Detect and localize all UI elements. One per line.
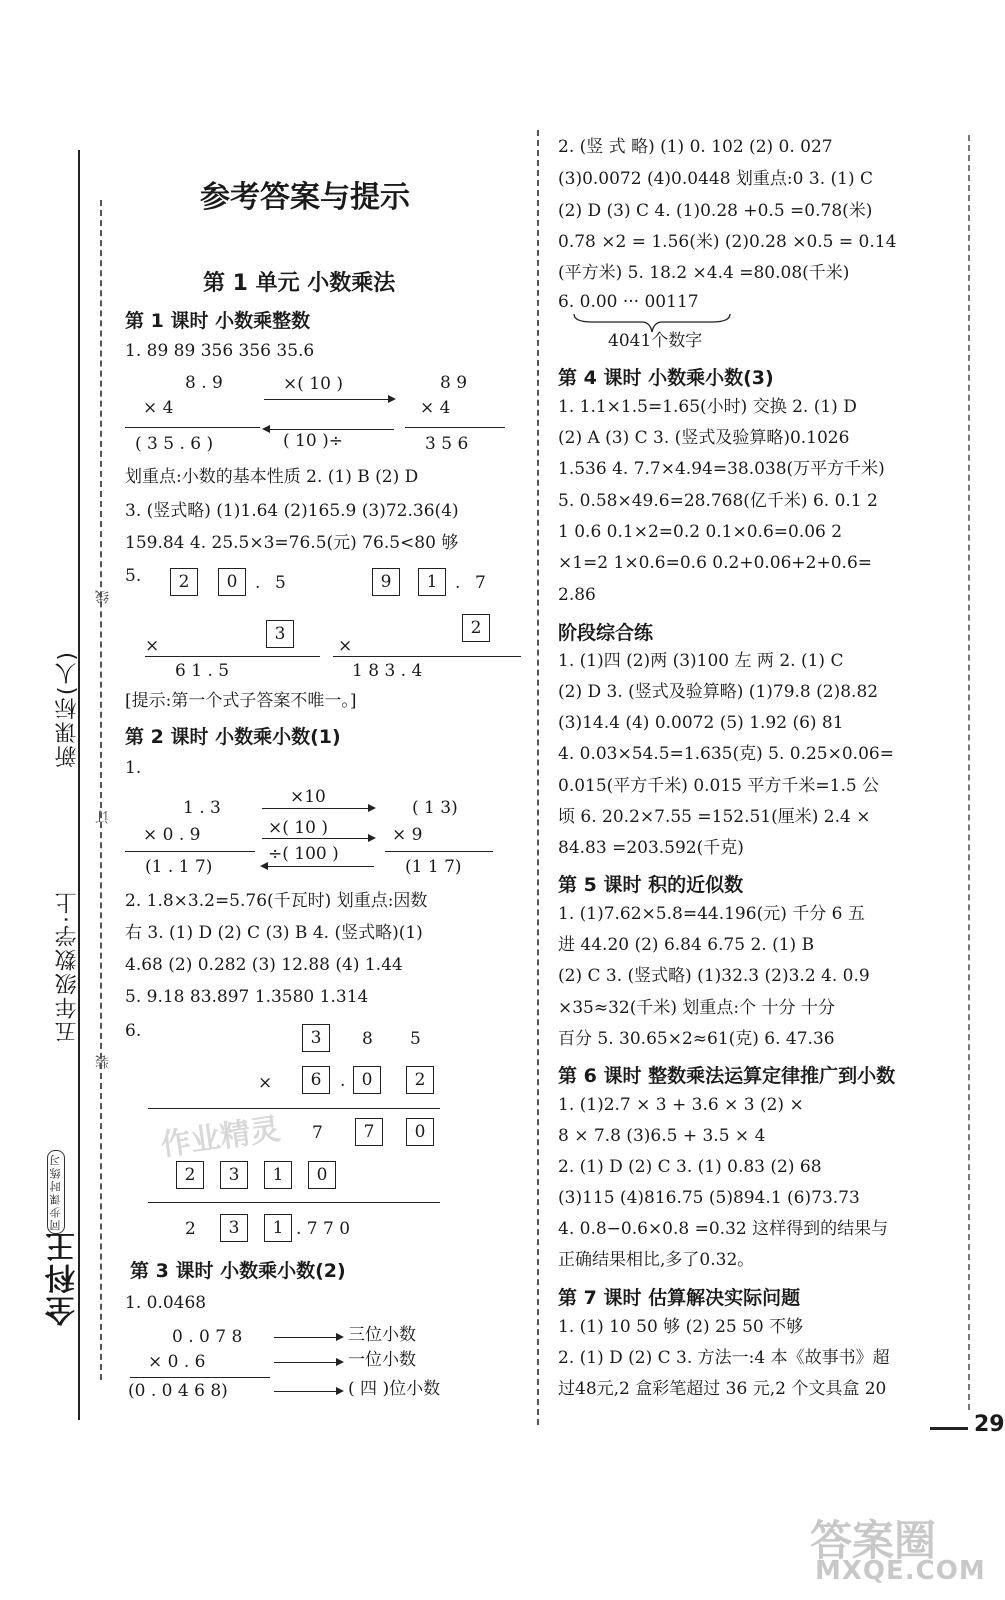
calc-text: 2 [185,1219,196,1239]
answer-line: 过48元,2 盒彩笔超过 36 元,2 个文具盒 20 [558,1379,887,1399]
answer-line: 1.536 4. 7.7×4.94=38.038(万平方千米) [558,459,885,479]
answer-line: 1. (1)2.7 × 3 + 3.6 × 3 (2) × [558,1095,804,1115]
calc-text: × 0 . 6 [148,1352,206,1372]
calc-rule [125,851,255,852]
calc-text: 8 9 [440,373,468,393]
arrow-right [274,1362,342,1363]
watermark: 作业精灵 [158,1111,283,1164]
answer-line: 6. 0.00 ··· 00117 [558,292,699,312]
answer-line: 1. 1.1×1.5=1.65(小时) 交换 2. (1) D [558,397,857,417]
calc-text: ( 1 3) [412,798,458,818]
answer-line: 4. 0.8−0.6×0.8 =0.32 这样得到的结果与 [558,1219,889,1239]
answer-line: (2) D (3) C 4. (1)0.28 +0.5 =0.78(米) [558,201,873,221]
cut-line [100,200,102,1380]
calc-text: ×10 [290,787,326,807]
calc-text: × 9 [392,825,423,845]
answer-line: 2.86 [558,585,596,605]
calc-rule [130,1377,270,1378]
answer-line: 84.83 =203.592(千克) [558,838,744,858]
answer-box: 3 [220,1214,248,1242]
answer-line: 2. (1) D (2) C 3. 方法一:4 本《故事书》超 [558,1348,890,1368]
watermark-logo: 答案圈 [810,1516,937,1565]
answer-line: 进 44.20 (2) 6.84 6.75 2. (1) B [558,935,815,955]
page-number-rule [930,1427,968,1430]
calc-rule [385,851,493,852]
calc-rule [145,656,320,657]
calc-text: . [255,573,261,593]
calc-label: 三位小数 [348,1325,416,1345]
answer-line: (3)14.4 (4) 0.0072 (5) 1.92 (6) 81 [558,713,844,733]
answer-line: 0.78 ×2 = 1.56(米) (2)0.28 ×0.5 = 0.14 [558,232,897,252]
answer-box: 2 [406,1066,434,1094]
calc-text: 7 [475,573,486,593]
spine-edition: 新课标(人) [55,650,80,768]
answer-box: 1 [418,568,446,596]
answer-line: (3)115 (4)816.75 (5)894.1 (6)73.73 [558,1188,860,1208]
answer-line: 百分 5. 30.65×2≈61(克) 6. 47.36 [558,1029,835,1049]
spine-brand: 全科王 [46,1230,81,1326]
answer-line: (2) D 3. (竖式及验算略) (1)79.8 (2)8.82 [558,682,879,702]
answer-line: 1. (1) 10 50 够 (2) 25 50 不够 [558,1317,804,1337]
answer-line: (平方米) 5. 18.2 ×4.4 =80.08(千米) [558,263,850,283]
calc-text: 5 [410,1029,421,1049]
calc-rule [148,1202,440,1203]
answer-line: (2) A (3) C 3. (竖式及验算略)0.1026 [558,428,850,448]
column-divider [537,130,539,1425]
calc-text: ×( 10 ) [283,374,343,394]
answer-line: 1. (1)四 (2)两 (3)100 左 两 2. (1) C [558,651,844,671]
answer-line: 4. 0.03×54.5=1.635(克) 5. 0.25×0.06= [558,744,894,764]
answer-line: 划重点:小数的基本性质 2. (1) B (2) D [125,467,419,487]
calc-text: . [340,1071,346,1091]
calc-text: 8 [362,1029,373,1049]
answer-line: ×35≈32(千米) 划重点:个 十分 十分 [558,998,835,1018]
calc-text: × 4 [143,398,174,418]
question-number: 5. [125,566,142,586]
cut-mark-3: 装 [95,1055,111,1069]
answer-line: 1. 0.0468 [125,1293,207,1313]
calc-text: 6 1 . 5 [175,661,230,681]
page-number: 29 [974,1412,1005,1437]
lesson-5-heading: 第 5 课时 积的近似数 [558,874,744,896]
calc-text: 0 . 0 7 8 [172,1327,243,1347]
calc-text: 8 . 9 [185,373,223,393]
lesson-3-heading: 第 3 课时 小数乘小数(2) [130,1260,346,1282]
answer-box: 9 [372,568,400,596]
calc-text: (0 . 0 4 6 8) [128,1381,228,1401]
answer-line: (2) C 3. (竖式略) (1)32.3 (2)3.2 4. 0.9 [558,966,870,986]
calc-text: ( 10 )÷ [283,431,343,451]
answer-line: 3. (竖式略) (1)1.64 (2)165.9 (3)72.36(4) [125,501,459,521]
answer-line: 1. (1)7.62×5.8=44.196(元) 千分 6 五 [558,904,865,924]
lesson-7-heading: 第 7 课时 估算解决实际问题 [558,1287,801,1309]
calc-text: ÷( 100 ) [268,844,339,864]
calc-text: × [145,636,160,656]
calc-rule [405,427,505,428]
lesson-2-heading: 第 2 课时 小数乘小数(1) [125,726,341,748]
lesson-1-heading: 第 1 课时 小数乘整数 [125,310,311,332]
answer-line: 1 0.6 0.1×2=0.2 0.1×0.6=0.06 2 [558,522,843,542]
calc-text: × [258,1073,273,1093]
answer-box: 0 [308,1161,336,1189]
calc-text: 5 [275,573,286,593]
answer-box: 0 [218,568,246,596]
arrow-right [262,838,374,839]
answer-box: 2 [176,1161,204,1189]
answer-line: 159.84 4. 25.5×3=76.5(元) 76.5<80 够 [125,533,459,553]
brace-label: 4041个数字 [608,331,703,351]
answer-line: 2. (竖 式 略) (1) 0. 102 (2) 0. 027 [558,137,833,157]
answer-line: 5. 9.18 83.897 1.3580 1.314 [125,987,369,1007]
answer-line: 8 × 7.8 (3)6.5 + 3.5 × 4 [558,1126,766,1146]
answer-line: 2. 1.8×3.2=5.76(千瓦时) 划重点:因数 [125,891,428,911]
arrow-right [274,1391,342,1392]
calc-text: × 4 [420,398,451,418]
book-spine [0,0,118,1600]
calc-text: 3 5 6 [425,434,469,454]
answer-box: 3 [220,1161,248,1189]
answer-box: 3 [302,1024,330,1052]
calc-text: × [338,636,353,656]
right-edge-line [968,135,970,1410]
question-number: 1. [125,758,142,778]
answer-box: 0 [353,1066,381,1094]
answer-line: (3)0.0072 (4)0.0448 划重点:0 3. (1) C [558,169,873,189]
answer-box: 1 [264,1214,292,1242]
answer-line: 2. (1) D (2) C 3. (1) 0.83 (2) 68 [558,1157,822,1177]
answer-line: 右 3. (1) D (2) C (3) B 4. (竖式略)(1) [125,923,423,943]
calc-rule [148,1108,440,1109]
calc-text: (1 . 1 7) [145,857,213,877]
hint-text: [提示:第一个式子答案不唯一。] [125,691,357,711]
question-number: 6. [125,1021,142,1041]
page-title: 参考答案与提示 [200,180,410,215]
answer-box: 2 [462,614,490,642]
calc-text: × 0 . 9 [143,825,201,845]
answer-box: 1 [264,1161,292,1189]
calc-rule [125,427,260,428]
answer-line: 5. 0.58×49.6=28.768(亿千米) 6. 0.1 2 [558,491,878,511]
calc-text: 1 8 3 . 4 [352,661,423,681]
calc-text: (1 1 7) [405,857,462,877]
answer-line: 正确结果相比,多了0.32。 [558,1250,755,1270]
calc-label: ( 四 )位小数 [348,1379,441,1399]
spine-brand-sub: 同步课时练习 [47,1150,65,1234]
calc-label: 一位小数 [348,1350,416,1370]
stage-heading: 阶段综合练 [558,622,654,644]
calc-text: 7 [312,1123,323,1143]
lesson-6-heading: 第 6 课时 整数乘法运算定律推广到小数 [558,1065,896,1087]
arrow-right [264,399,394,400]
answer-line: 4.68 (2) 0.282 (3) 12.88 (4) 1.44 [125,955,403,975]
answer-box: 2 [170,568,198,596]
arrow-left [262,866,374,867]
calc-text: . [455,573,461,593]
arrow-right [262,808,374,809]
answer-box: 7 [355,1118,383,1146]
calc-text: ×( 10 ) [268,818,328,838]
answer-box: 3 [266,620,294,648]
calc-rule [333,656,521,657]
arrow-right [274,1337,342,1338]
cut-mark-1: 线 [95,590,111,604]
calc-text: . 7 7 0 [296,1219,351,1239]
calc-text: ( 3 5 . 6 ) [135,434,214,454]
calc-text: 1 . 3 [183,798,221,818]
unit-title: 第 1 单元 小数乘法 [203,271,396,296]
spine-grade: 五年级数学·上 [55,890,80,1043]
answer-box: 0 [406,1118,434,1146]
answer-line: ×1=2 1×0.6=0.6 0.2+0.06+2+0.6= [558,553,873,573]
answer-line: 0.015(平方千米) 0.015 平方千米=1.5 公 [558,776,880,796]
watermark-url: MXQE.COM [815,1556,986,1586]
answer-line: 顷 6. 20.2×7.55 =152.51(厘米) 2.4 × [558,807,871,827]
cut-mark-2: 订 [95,810,111,824]
answer-line: 1. 89 89 356 356 35.6 [125,341,315,361]
lesson-4-heading: 第 4 课时 小数乘小数(3) [558,367,774,389]
answer-box: 6 [302,1066,330,1094]
